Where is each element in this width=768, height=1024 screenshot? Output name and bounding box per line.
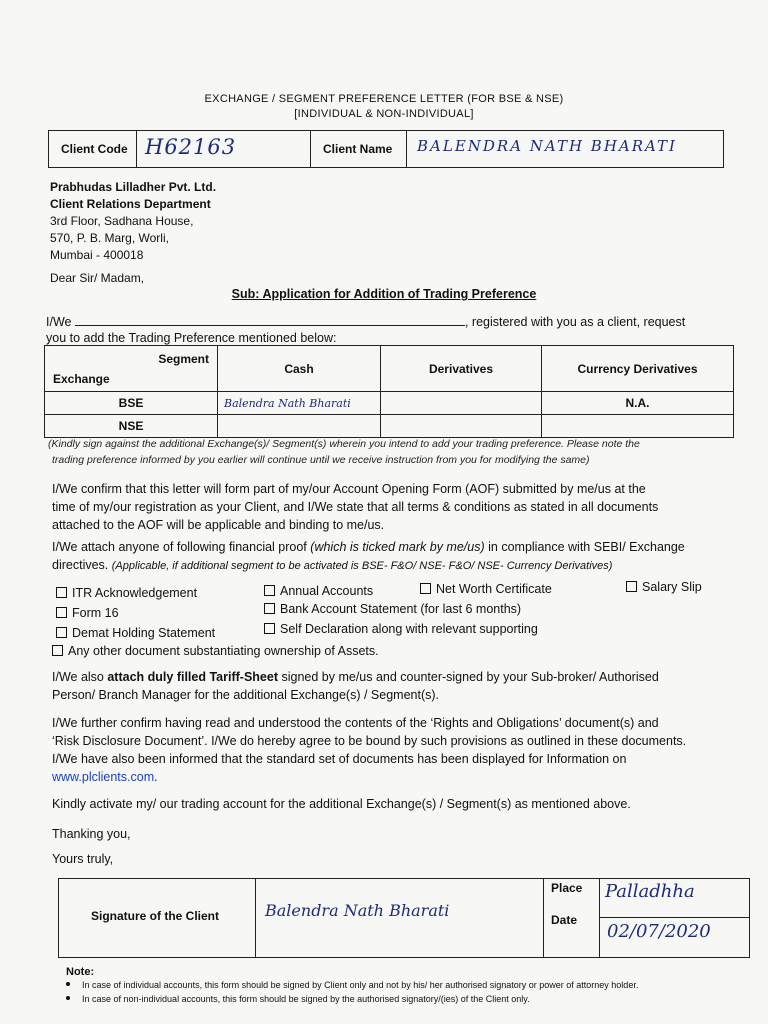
client-name-value[interactable]: BALENDRA NATH BHARATI	[417, 137, 677, 155]
proof-line-1b: (which is ticked mark by me/us)	[310, 540, 485, 554]
client-code-value[interactable]: H62163	[145, 135, 237, 159]
rights-line-3: I/We have also been informed that the standard set of documents has been displayed for Information on	[52, 752, 627, 766]
signature-label: Signature of the Client	[91, 909, 220, 923]
rights-line-1: I/We further confirm having read and understood the contents of the ‘Rights and Obligations’ document(s) and	[52, 716, 659, 730]
proof-demat[interactable]: Demat Holding Statement	[56, 626, 215, 640]
checkbox-icon[interactable]	[626, 581, 637, 592]
bullet-icon	[66, 982, 70, 986]
bse-currency-cell[interactable]: N.A.	[542, 392, 734, 415]
proof-line-1c: in compliance with SEBI/ Exchange	[488, 540, 685, 554]
checkbox-icon[interactable]	[52, 645, 63, 656]
activate-paragraph: Kindly activate my/ our trading account for the additional Exchange(s) / Segment(s) as mentioned above.	[52, 797, 631, 811]
confirm-line-1: I/We confirm that this letter will form part of my/our Account Opening Form (AOF) submitted by me/us at the	[52, 482, 646, 496]
tariff-bold: attach duly filled Tariff-Sheet	[107, 670, 278, 684]
nse-derivatives-cell[interactable]	[381, 415, 542, 438]
confirm-line-2: time of my/our registration as your Client, and I/We state that all terms & conditions as stated in all documents	[52, 500, 659, 514]
proof-line-2a: directives.	[52, 558, 109, 572]
proof-line-1a: I/We attach anyone of following financial proof	[52, 540, 307, 554]
yours-truly: Yours truly,	[52, 852, 114, 866]
confirm-line-3: attached to the AOF will be applicable and binding to me/us.	[52, 518, 385, 532]
proof-annual-accounts[interactable]: Annual Accounts	[264, 584, 373, 598]
date-label: Date	[551, 913, 578, 927]
checkbox-icon[interactable]	[264, 603, 275, 614]
intro-line-2: you to add the Trading Preference mentioned below:	[46, 331, 337, 345]
confirm-paragraph	[52, 480, 742, 534]
proof-line-2b: (Applicable, if additional segment to be activated is BSE- F&O/ NSE- F&O/ NSE- Currency Derivatives)	[111, 560, 613, 572]
proof-other[interactable]: Any other document substantiating ownership of Assets.	[52, 644, 379, 658]
tariff-suffix: signed by me/us and counter-signed by your Sub-broker/ Authorised	[281, 670, 659, 684]
checkbox-icon[interactable]	[56, 587, 67, 598]
nse-currency-cell[interactable]	[542, 415, 734, 438]
note-item-1: In case of individual accounts, this form should be signed by Client only and not by his/ her authorised signatory or power of attorney holder.	[66, 980, 638, 990]
col-cash-header: Cash	[218, 346, 381, 392]
address-line-1: 3rd Floor, Sadhana House,	[50, 214, 194, 228]
address-line-2: 570, P. B. Marg, Worli,	[50, 231, 169, 245]
name-blank-line[interactable]	[75, 313, 465, 326]
rights-line-2: ‘Risk Disclosure Document’. I/We do hereby agree to be bound by such provisions as outlined in these documents.	[52, 734, 687, 748]
place-value[interactable]: Palladhha	[605, 881, 695, 902]
exchange-header: Exchange	[53, 372, 110, 386]
checkbox-icon[interactable]	[264, 623, 275, 634]
rights-paragraph: I/We further confirm having read and understood the contents of the ‘Rights and Obligations’ document(s) and ‘Risk Disclosure Document’. I/We do hereby agree to be bound by such provisions as outlined in these documents. I/We have also been informed that the standard set of documents has been displayed for Information on www.plclients.com.	[52, 714, 742, 786]
place-label: Place	[551, 881, 583, 895]
proof-self-declaration[interactable]: Self Declaration along with relevant supporting	[264, 622, 538, 636]
client-info-box	[48, 130, 724, 168]
tariff-prefix: I/We also	[52, 670, 104, 684]
intro-suffix: , registered with you as a client, request	[464, 315, 686, 329]
row-bse-label: BSE	[45, 392, 218, 415]
bse-cash-signature[interactable]: Balendra Nath Bharati	[218, 392, 381, 415]
client-code-label: Client Code	[61, 142, 128, 156]
client-name-label: Client Name	[323, 142, 393, 156]
intro-prefix: I/We	[46, 315, 72, 329]
row-nse-label: NSE	[45, 415, 218, 438]
thanking-you: Thanking you,	[52, 827, 131, 841]
table-note-line-1: (Kindly sign against the additional Exchange(s)/ Segment(s) wherein you intend to add your trading preference. Please note the	[48, 438, 640, 450]
note-title: Note:	[66, 966, 95, 978]
proof-salary-slip[interactable]: Salary Slip	[626, 580, 702, 594]
note-item-2: In case of non-individual accounts, this form should be signed by the authorised signatory/(ies) of the Client only.	[66, 994, 530, 1004]
form-title: EXCHANGE / SEGMENT PREFERENCE LETTER (FOR BSE & NSE)	[204, 93, 564, 105]
col-derivatives-header: Derivatives	[381, 346, 542, 392]
col-currency-header: Currency Derivatives	[542, 346, 734, 392]
tariff-line-2: Person/ Branch Manager for the additional Exchange(s) / Segment(s).	[52, 688, 440, 702]
intro-line	[46, 313, 746, 329]
form-subtitle: [INDIVIDUAL & NON-INDIVIDUAL]	[294, 108, 474, 120]
salutation: Dear Sir/ Madam,	[50, 271, 145, 285]
proof-bank-statement[interactable]: Bank Account Statement (for last 6 months)	[264, 602, 521, 616]
proof-net-worth[interactable]: Net Worth Certificate	[420, 582, 552, 596]
table-note-line-2: trading preference informed by you earlier will continue until we receive instruction from you for modifying the same)	[52, 454, 590, 466]
proof-itr[interactable]: ITR Acknowledgement	[56, 586, 197, 600]
bullet-icon	[66, 996, 70, 1000]
proof-form-16[interactable]: Form 16	[56, 606, 119, 620]
client-signature[interactable]: Balendra Nath Bharati	[265, 901, 450, 920]
checkbox-icon[interactable]	[420, 583, 431, 594]
proof-paragraph	[52, 538, 742, 575]
checkbox-icon[interactable]	[56, 627, 67, 638]
date-value[interactable]: 02/07/2020	[607, 921, 711, 942]
tariff-paragraph	[52, 668, 742, 704]
checkbox-icon[interactable]	[56, 607, 67, 618]
department-name: Client Relations Department	[50, 197, 211, 211]
checkbox-icon[interactable]	[264, 585, 275, 596]
subject-line: Sub: Application for Addition of Trading Preference	[231, 287, 537, 301]
signature-box	[58, 878, 750, 958]
trading-preference-table	[44, 345, 734, 438]
bse-derivatives-cell[interactable]	[381, 392, 542, 415]
plclients-link[interactable]: www.plclients.com	[52, 770, 155, 784]
address-line-3: Mumbai - 400018	[50, 248, 144, 262]
segment-header: Segment	[158, 352, 209, 366]
nse-cash-cell[interactable]	[218, 415, 381, 438]
segment-exchange-header	[45, 346, 218, 392]
company-name: Prabhudas Lilladher Pvt. Ltd.	[50, 180, 217, 194]
